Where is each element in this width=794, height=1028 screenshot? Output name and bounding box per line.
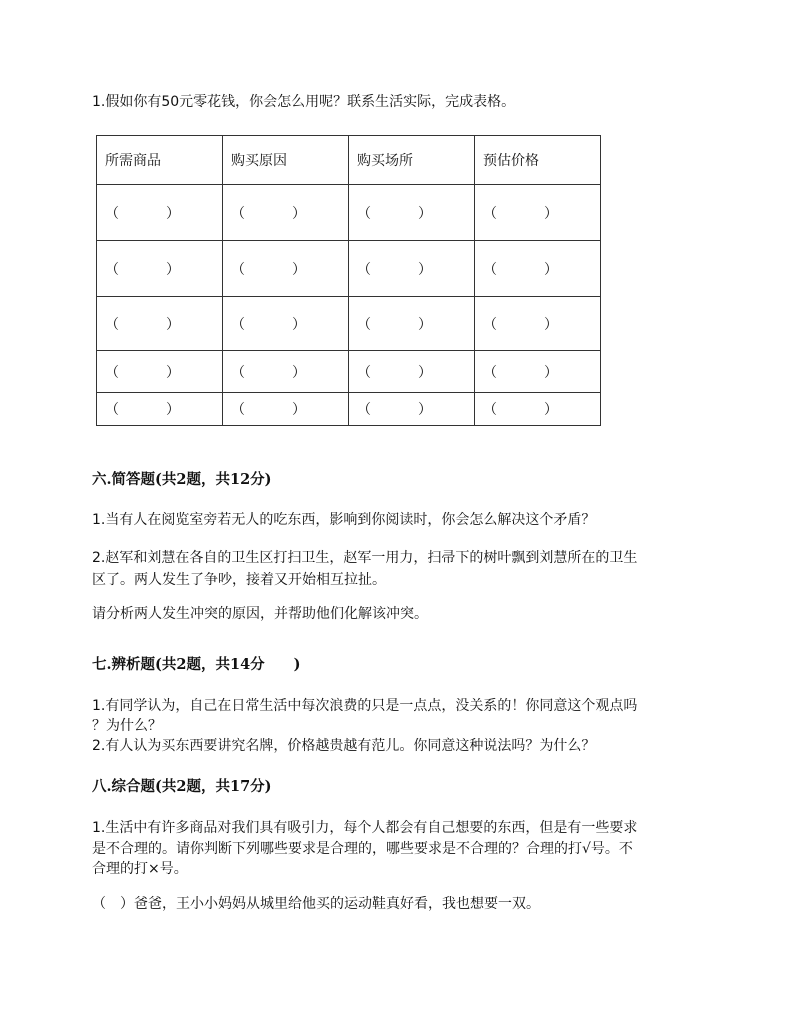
header-cell: 预估价格 — [475, 136, 601, 185]
table-row — [97, 185, 601, 241]
section-6-question-2-line-3: 请分析两人发生冲突的原因，并帮助他们化解该冲突。 — [92, 606, 428, 622]
answer-cell[interactable]: （ ） — [349, 185, 475, 241]
header-cell: 购买原因 — [223, 136, 349, 185]
answer-cell[interactable]: （ ） — [97, 297, 223, 351]
section-6-question-2-line-1: 2.赵军和刘慧在各自的卫生区打扫卫生，赵军一用力，扫帚下的树叶飘到刘慧所在的卫生 — [92, 550, 638, 566]
table-header-row — [97, 136, 601, 185]
answer-cell[interactable]: （ ） — [223, 297, 349, 351]
answer-cell[interactable]: （ ） — [223, 241, 349, 297]
answer-cell[interactable]: （ ） — [97, 185, 223, 241]
answer-cell[interactable]: （ ） — [475, 393, 601, 426]
section-8-question-1-line-1: 1.生活中有许多商品对我们具有吸引力，每个人都会有自己想要的东西，但是有一些要求 — [92, 820, 638, 836]
answer-cell[interactable]: （ ） — [349, 351, 475, 393]
answer-cell[interactable]: （ ） — [223, 185, 349, 241]
answer-cell[interactable]: （ ） — [349, 393, 475, 426]
answer-cell[interactable]: （ ） — [475, 241, 601, 297]
answer-cell[interactable]: （ ） — [97, 393, 223, 426]
section-6-question-1: 1.当有人在阅览室旁若无人的吃东西，影响到你阅读时，你会怎么解决这个矛盾？ — [92, 512, 596, 528]
section-7-title: 七.辨析题(共2题，共14分 ) — [92, 656, 301, 673]
section-6-question-2-line-2: 区了。两人发生了争吵，接着又开始相互拉扯。 — [92, 572, 386, 588]
answer-cell[interactable]: （ ） — [349, 297, 475, 351]
answer-cell[interactable]: （ ） — [475, 297, 601, 351]
answer-cell[interactable]: （ ） — [223, 393, 349, 426]
section-7-question-1-line-1: 1.有同学认为，自己在日常生活中每次浪费的只是一点点，没关系的！你同意这个观点吗 — [92, 698, 638, 714]
question-1-prompt: 1.假如你有50元零花钱，你会怎么用呢？联系生活实际，完成表格。 — [92, 94, 516, 110]
table-row — [97, 393, 601, 426]
section-8-item-1: （ ）爸爸，王小小妈妈从城里给他买的运动鞋真好看，我也想要一双。 — [92, 896, 540, 912]
answer-cell[interactable]: （ ） — [97, 241, 223, 297]
answer-cell[interactable]: （ ） — [223, 351, 349, 393]
answer-cell[interactable]: （ ） — [97, 351, 223, 393]
header-cell: 购买场所 — [349, 136, 475, 185]
section-6-title: 六.简答题(共2题，共12分) — [92, 471, 272, 488]
header-cell: 所需商品 — [97, 136, 223, 185]
answer-cell[interactable]: （ ） — [475, 185, 601, 241]
table-row — [97, 351, 601, 393]
section-8-question-1-line-3: 合理的打×号。 — [92, 861, 188, 877]
table-row — [97, 241, 601, 297]
section-8-question-1-line-2: 是不合理的。请你判断下列哪些要求是合理的，哪些要求是不合理的？合理的打√号。不 — [92, 841, 633, 857]
purchase-plan-table — [96, 135, 601, 426]
section-7-question-2: 2.有人认为买东西要讲究名牌，价格越贵越有范儿。你同意这种说法吗？为什么？ — [92, 738, 596, 754]
section-7-question-1-line-2: ？为什么？ — [92, 718, 162, 734]
table-row — [97, 297, 601, 351]
answer-cell[interactable]: （ ） — [475, 351, 601, 393]
section-8-title: 八.综合题(共2题，共17分) — [92, 778, 272, 795]
answer-cell[interactable]: （ ） — [349, 241, 475, 297]
